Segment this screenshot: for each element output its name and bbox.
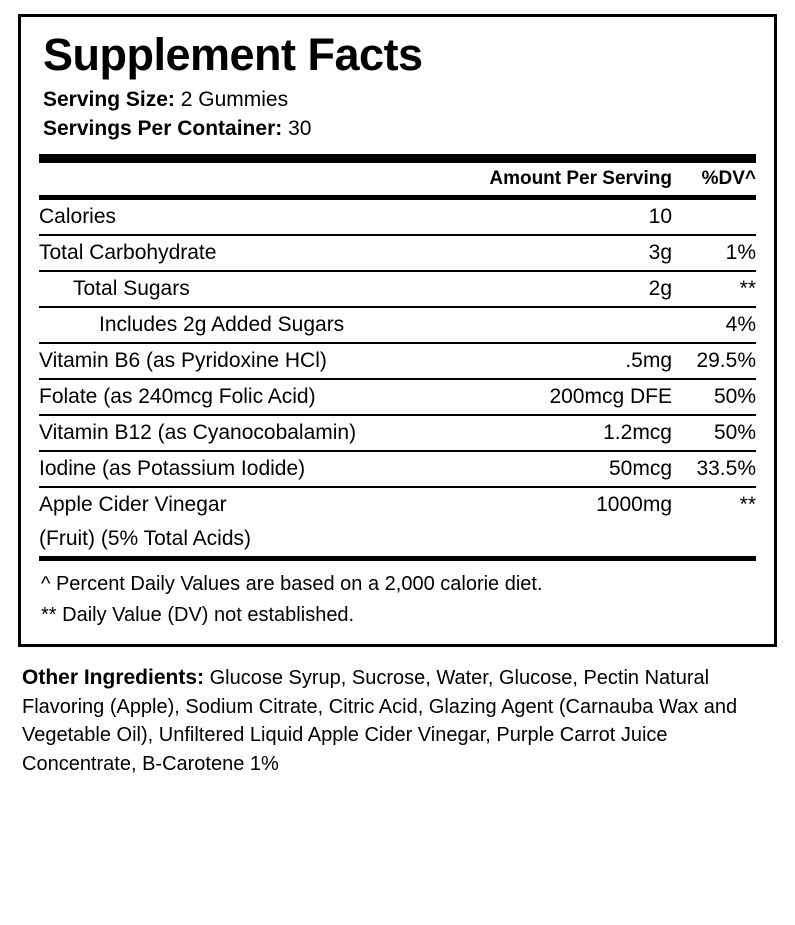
row-amount: 10 [440, 197, 678, 235]
serving-size-label: Serving Size: [43, 88, 175, 112]
row-name: Iodine (as Potassium Iodide) [39, 451, 440, 487]
nutrition-table [39, 163, 756, 556]
table-row [39, 343, 756, 379]
row-dv: ** [678, 487, 756, 522]
divider-medium-bottom [39, 556, 756, 561]
table-row-continuation [39, 522, 756, 556]
divider-thick-top [39, 154, 756, 163]
row-amount: 1000mg [440, 487, 678, 522]
row-amount: 200mcg DFE [440, 379, 678, 415]
row-name-continuation: (Fruit) (5% Total Acids) [39, 526, 251, 550]
table-row [39, 451, 756, 487]
row-dv-continuation [678, 522, 756, 556]
servings-per-container-line [43, 115, 756, 143]
page-title: Supplement Facts [43, 29, 423, 80]
servings-per-container-label: Servings Per Container: [43, 116, 283, 140]
table-row [39, 307, 756, 343]
table-row [39, 415, 756, 451]
row-amount-continuation [440, 522, 678, 556]
row-name: Total Carbohydrate [39, 235, 440, 271]
other-ingredients-text: Glucose Syrup, Sucrose, Water, Glucose, Pectin Natural Flavoring (Apple), Sodium Citrate, Citric Acid, Glazing Agent (Carnauba Wax and Vegetable Oil), Unfiltered Liquid Apple Cider Vinegar, Purple Carrot Juice Concentrate, B-Carotene 1% [22, 666, 738, 775]
header-amount-per-serving: Amount Per Serving [489, 167, 672, 189]
row-dv [678, 197, 756, 235]
table-row [39, 235, 756, 271]
row-dv: 50% [678, 415, 756, 451]
header-blank [39, 163, 440, 198]
other-ingredients-label: Other Ingredients: [22, 665, 205, 689]
row-amount: 50mcg [440, 451, 678, 487]
servings-per-container-value: 30 [288, 116, 312, 140]
table-header-row [39, 163, 756, 198]
table-row [39, 487, 756, 522]
row-amount: 3g [440, 235, 678, 271]
row-name: Vitamin B12 (as Cyanocobalamin) [39, 415, 440, 451]
row-name: Total Sugars [39, 271, 440, 307]
table-row [39, 271, 756, 307]
row-name: Folate (as 240mcg Folic Acid) [39, 379, 440, 415]
row-name: Apple Cider Vinegar [39, 487, 440, 522]
row-dv: 1% [678, 235, 756, 271]
row-name: Calories [39, 197, 440, 235]
other-ingredients-block [22, 663, 773, 778]
row-amount [440, 307, 678, 343]
row-amount: .5mg [440, 343, 678, 379]
table-row [39, 197, 756, 235]
row-dv: 4% [678, 307, 756, 343]
supplement-facts-panel [18, 14, 777, 647]
row-amount: 1.2mcg [440, 415, 678, 451]
header-percent-dv: %DV^ [701, 167, 756, 189]
row-dv: ** [678, 271, 756, 307]
serving-size-value: 2 Gummies [180, 88, 289, 112]
row-name: Vitamin B6 (as Pyridoxine HCl) [39, 343, 440, 379]
serving-size-line [43, 86, 756, 114]
footnote-dv-not-established: ** Daily Value (DV) not established. [41, 603, 355, 626]
row-dv: 29.5% [678, 343, 756, 379]
row-dv: 33.5% [678, 451, 756, 487]
footnote-daily-values: ^ Percent Daily Values are based on a 2,000 calorie diet. [41, 572, 543, 595]
table-row [39, 379, 756, 415]
row-name: Includes 2g Added Sugars [39, 307, 440, 343]
row-amount: 2g [440, 271, 678, 307]
row-dv: 50% [678, 379, 756, 415]
